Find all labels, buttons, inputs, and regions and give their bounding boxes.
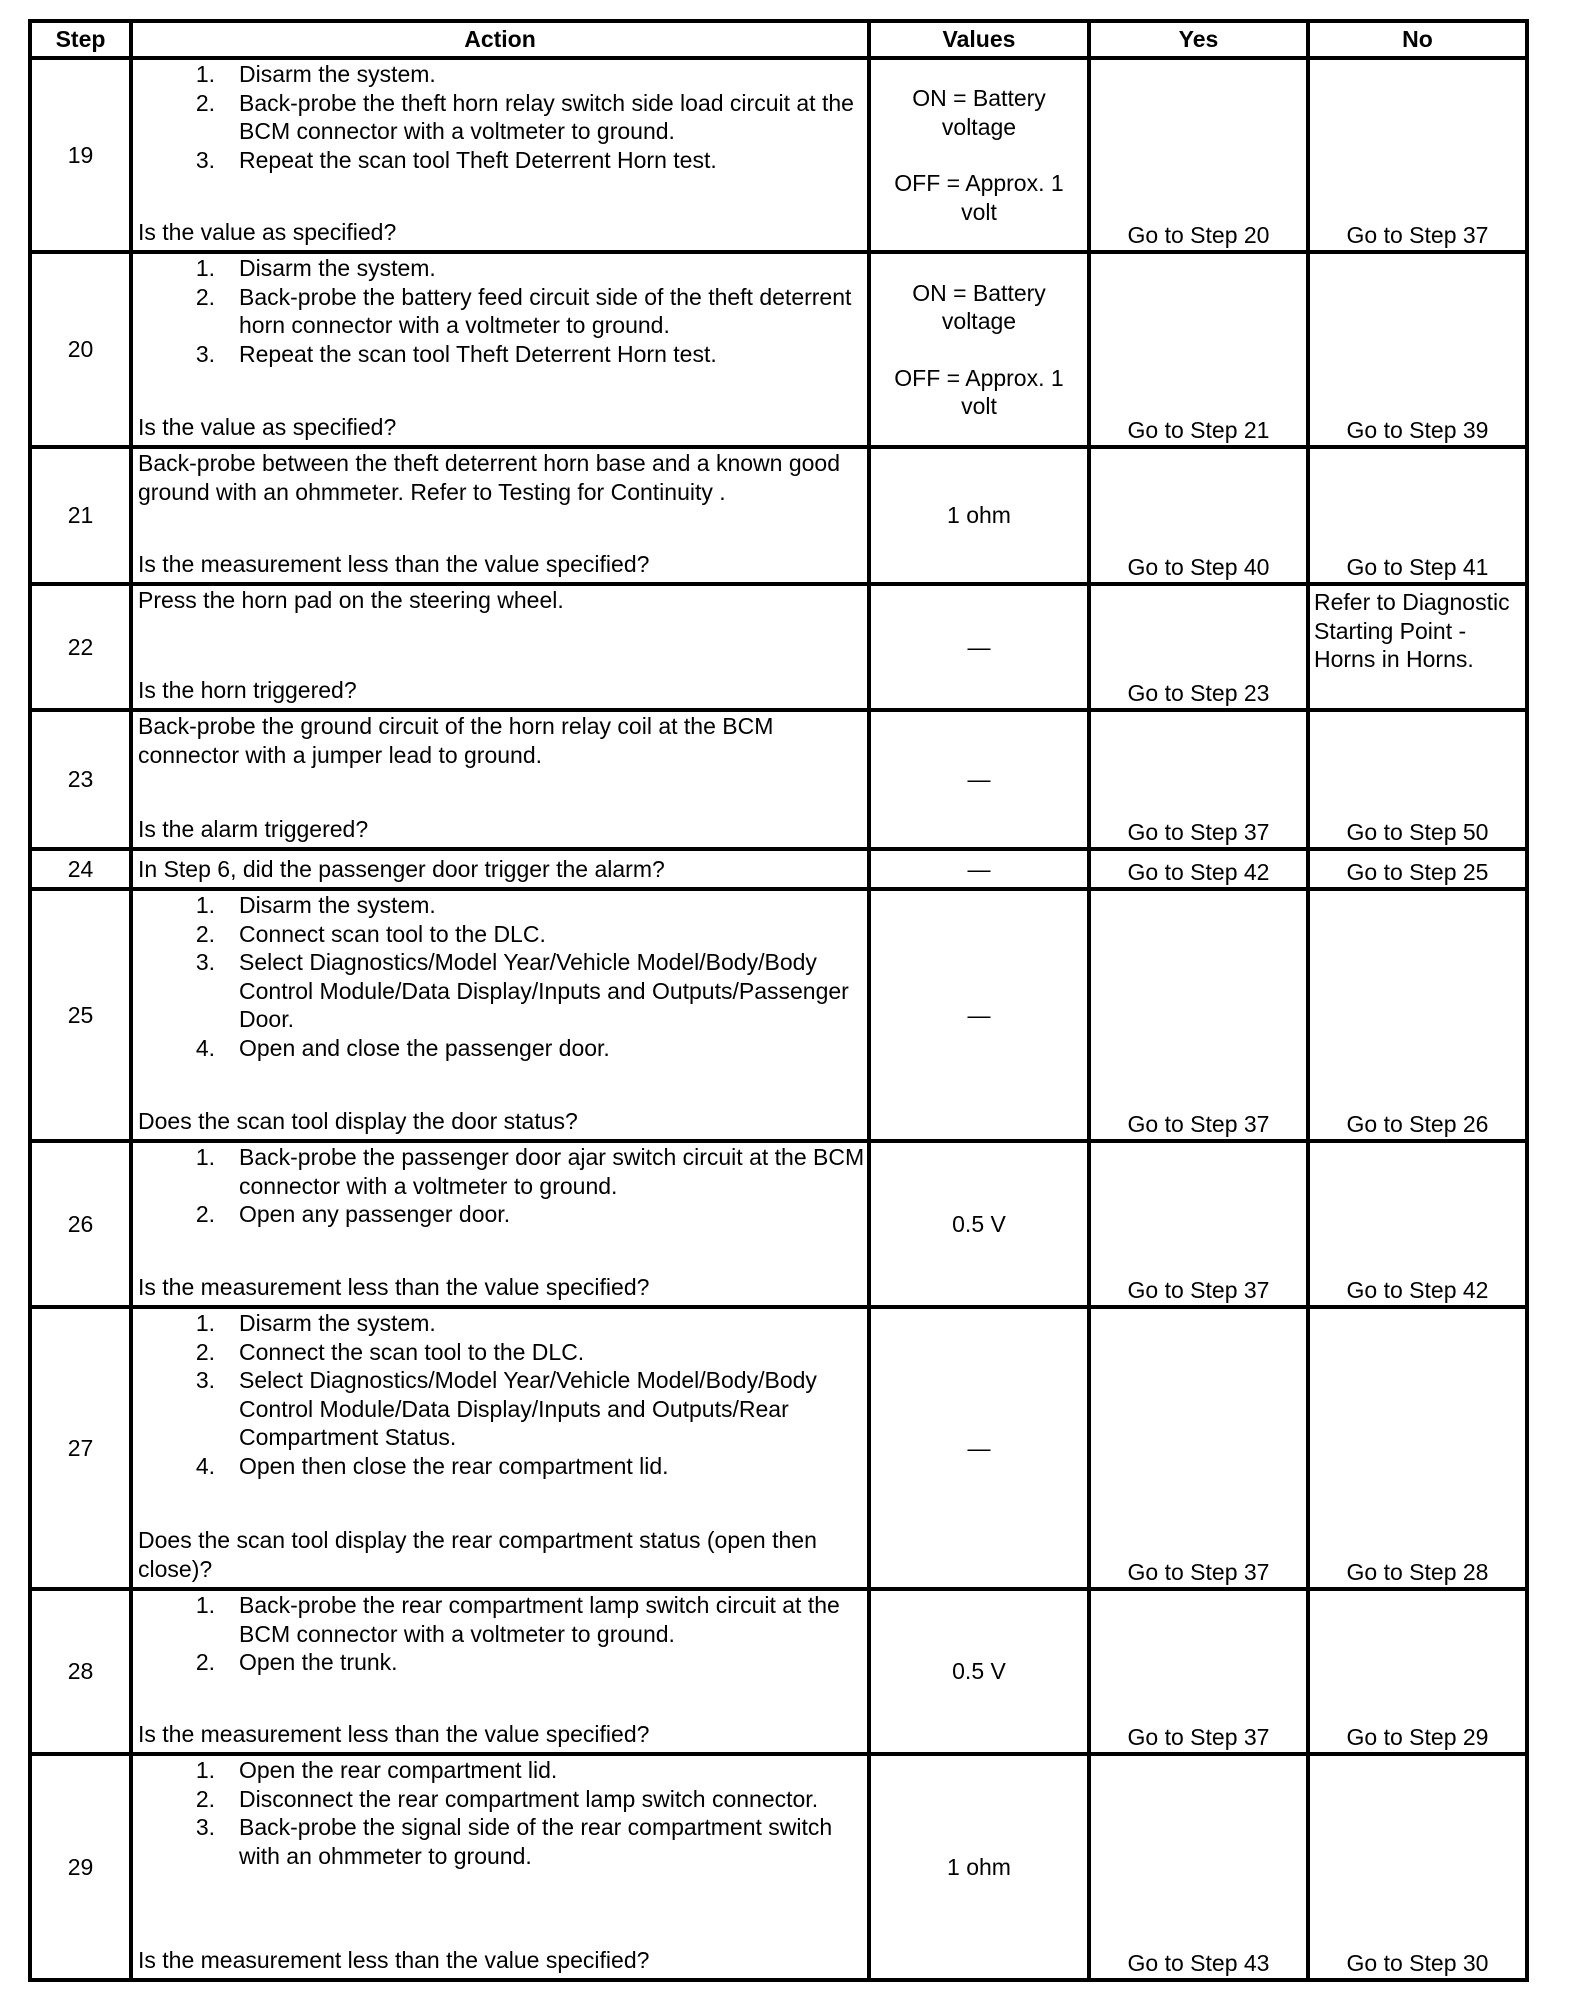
value-text: 0.5 V: [952, 1210, 1006, 1237]
action-content: [138, 1143, 865, 1301]
step-number: 24: [30, 849, 131, 889]
action-step-list: [138, 1309, 865, 1480]
yes-cell: Go to Step 20: [1089, 58, 1308, 252]
table-row: [30, 1589, 1527, 1754]
action-step-text: Back-probe the passenger door ajar switch circuit at the BCM connector with a voltmeter to ground.: [239, 1144, 865, 1199]
table-row: [30, 710, 1527, 849]
step-number: 21: [30, 447, 131, 584]
action-instructions: [138, 1756, 865, 1870]
yes-cell: Go to Step 37: [1089, 710, 1308, 849]
action-instructions: [138, 712, 865, 769]
diagnostic-table: [28, 19, 1529, 1982]
action-cell: [131, 889, 869, 1141]
action-instructions: [138, 1143, 865, 1229]
values-cell: [869, 1141, 1089, 1307]
action-step-item: [138, 1366, 865, 1452]
action-instructions: [138, 1591, 865, 1677]
values-cell: [869, 710, 1089, 849]
action-question: Does the scan tool display the door status?: [138, 1107, 578, 1134]
action-step-item: [138, 1309, 865, 1338]
action-step-number: 4.: [195, 1452, 215, 1479]
action-cell: [131, 252, 869, 447]
step-number: 26: [30, 1141, 131, 1307]
action-step-text: Open and close the passenger door.: [239, 1034, 610, 1061]
action-step-text: Open then close the rear compartment lid.: [239, 1452, 669, 1479]
action-step-number: 1.: [195, 255, 215, 281]
action-step-number: 3.: [195, 1814, 215, 1840]
table-row: [30, 1307, 1527, 1589]
values-cell: [869, 889, 1089, 1141]
action-cell: [131, 58, 869, 252]
yes-cell: Go to Step 23: [1089, 584, 1308, 710]
action-step-text: Open any passenger door.: [239, 1201, 511, 1227]
action-content: [138, 891, 865, 1135]
action-cell: [131, 1141, 869, 1307]
yes-cell: Go to Step 37: [1089, 1589, 1308, 1754]
action-step-item: [138, 1785, 865, 1814]
step-number: 25: [30, 889, 131, 1141]
action-intro: Back-probe the ground circuit of the horn relay coil at the BCM connector with a jumper lead to ground.: [138, 713, 774, 768]
value-text: 0.5 V: [952, 1658, 1006, 1685]
action-step-list: [138, 60, 865, 174]
yes-cell: Go to Step 21: [1089, 252, 1308, 447]
action-step-number: 1.: [195, 1757, 215, 1783]
action-step-list: [138, 891, 865, 1062]
yes-cell: Go to Step 40: [1089, 447, 1308, 584]
values-cell: [869, 1589, 1089, 1754]
action-step-list: [138, 1756, 865, 1870]
step-number: 19: [30, 58, 131, 252]
action-step-number: 3.: [195, 1367, 215, 1393]
action-step-item: [138, 1034, 865, 1063]
header-row: [30, 21, 1527, 58]
action-step-text: Disconnect the rear compartment lamp switch connector.: [239, 1785, 819, 1812]
values-spacer: [877, 336, 1081, 364]
no-cell: Go to Step 26: [1308, 889, 1527, 1141]
action-step-text: Connect the scan tool to the DLC.: [239, 1338, 585, 1365]
no-cell: Go to Step 28: [1308, 1307, 1527, 1589]
action-content: [138, 60, 865, 246]
action-step-number: 4.: [195, 1034, 215, 1061]
action-step-item: [138, 1648, 865, 1677]
action-step-item: [138, 891, 865, 920]
action-content: [138, 1309, 865, 1583]
action-step-item: [138, 1200, 865, 1229]
action-question: Is the horn triggered?: [138, 676, 357, 703]
values-cell: [869, 58, 1089, 252]
step-number: 28: [30, 1589, 131, 1754]
table-row: [30, 252, 1527, 447]
action-step-item: [138, 254, 865, 283]
no-cell: Go to Step 39: [1308, 252, 1527, 447]
yes-cell: Go to Step 37: [1089, 1307, 1308, 1589]
action-instructions: [138, 449, 865, 506]
no-cell: Go to Step 50: [1308, 710, 1527, 849]
action-step-text: Back-probe the signal side of the rear compartment switch with an ohmmeter to ground.: [239, 1814, 833, 1869]
action-content: [138, 449, 865, 578]
action-step-text: Select Diagnostics/Model Year/Vehicle Model/Body/Body Control Module/Data Display/Inputs and Outputs/Rear Compartment Status.: [239, 1367, 817, 1450]
action-question: Does the scan tool display the rear compartment status (open then close)?: [138, 1527, 817, 1582]
action-step-text: Select Diagnostics/Model Year/Vehicle Model/Body/Body Control Module/Data Display/Inputs and Outputs/Passenger Door.: [239, 949, 849, 1032]
values-cell: [869, 1307, 1089, 1589]
action-step-item: [138, 1813, 865, 1870]
value-text: ON = Battery voltage: [912, 85, 1046, 140]
action-question: Is the value as specified?: [138, 413, 397, 440]
action-step-text: Open the rear compartment lid.: [239, 1757, 558, 1783]
action-cell: [131, 584, 869, 710]
action-question: In Step 6, did the passenger door trigger the alarm?: [138, 855, 665, 882]
action-instructions: [138, 254, 865, 368]
action-step-number: 1.: [195, 1144, 215, 1170]
action-step-text: Open the trunk.: [239, 1649, 398, 1675]
no-cell: Refer to Diagnostic Starting Point - Horns in Horns.: [1308, 584, 1527, 710]
step-number: 23: [30, 710, 131, 849]
no-cell: Go to Step 30: [1308, 1754, 1527, 1980]
action-question: Is the measurement less than the value specified?: [138, 550, 650, 577]
action-step-number: 1.: [195, 892, 215, 918]
value-text: —: [967, 766, 991, 793]
table-row: [30, 849, 1527, 889]
header-step: Step: [30, 21, 131, 58]
action-step-text: Disarm the system.: [239, 892, 436, 918]
action-step-list: [138, 1143, 865, 1229]
action-step-item: [138, 1756, 865, 1785]
value-text: 1 ohm: [947, 502, 1011, 529]
action-step-item: [138, 1143, 865, 1200]
values-cell: [869, 1754, 1089, 1980]
action-question: Is the measurement less than the value specified?: [138, 1946, 650, 1973]
values-cell: [869, 447, 1089, 584]
action-step-number: 2.: [195, 89, 215, 116]
no-cell: Go to Step 41: [1308, 447, 1527, 584]
action-step-text: Disarm the system.: [239, 61, 436, 87]
value-text: OFF = Approx. 1 volt: [894, 170, 1064, 225]
value-text: —: [967, 1001, 991, 1028]
yes-cell: Go to Step 42: [1089, 849, 1308, 889]
action-content: [138, 712, 865, 843]
yes-cell: Go to Step 43: [1089, 1754, 1308, 1980]
value-text: —: [967, 1434, 991, 1461]
header-action: Action: [131, 21, 869, 58]
action-step-item: [138, 283, 865, 340]
values-cell: [869, 584, 1089, 710]
no-cell: Go to Step 42: [1308, 1141, 1527, 1307]
table-row: [30, 1754, 1527, 1980]
action-step-number: 2.: [195, 1785, 215, 1812]
action-step-item: [138, 1452, 865, 1481]
action-step-list: [138, 254, 865, 368]
table-row: [30, 1141, 1527, 1307]
action-step-item: [138, 1338, 865, 1367]
action-instructions: [138, 1309, 865, 1480]
action-step-text: Disarm the system.: [239, 1310, 436, 1336]
action-content: [138, 1756, 865, 1974]
action-step-item: [138, 146, 865, 175]
table-body: [30, 58, 1527, 1980]
table-row: [30, 584, 1527, 710]
action-question: Is the measurement less than the value specified?: [138, 1273, 650, 1300]
action-step-text: Back-probe the battery feed circuit side of the theft deterrent horn connector with a voltmeter to ground.: [239, 283, 852, 338]
action-step-number: 1.: [195, 1592, 215, 1618]
action-step-item: [138, 340, 865, 369]
no-cell: Go to Step 25: [1308, 849, 1527, 889]
action-step-text: Repeat the scan tool Theft Deterrent Horn test.: [239, 340, 717, 367]
action-step-number: 2.: [195, 920, 215, 947]
action-cell: [131, 849, 869, 889]
step-number: 20: [30, 252, 131, 447]
table-row: [30, 447, 1527, 584]
action-cell: [131, 1307, 869, 1589]
action-instructions: [138, 891, 865, 1062]
yes-cell: Go to Step 37: [1089, 1141, 1308, 1307]
action-step-number: 3.: [195, 146, 215, 173]
action-step-text: Back-probe the theft horn relay switch side load circuit at the BCM connector with a voltmeter to ground.: [239, 89, 854, 144]
action-content: [138, 254, 865, 441]
values-cell: [869, 849, 1089, 889]
action-step-number: 2.: [195, 1201, 215, 1227]
action-step-text: Disarm the system.: [239, 255, 436, 281]
action-step-item: [138, 920, 865, 949]
action-step-number: 2.: [195, 1649, 215, 1675]
header-no: No: [1308, 21, 1527, 58]
value-text: ON = Battery voltage: [912, 279, 1046, 334]
table-row: [30, 58, 1527, 252]
header-yes: Yes: [1089, 21, 1308, 58]
action-intro: Back-probe between the theft deterrent horn base and a known good ground with an ohmmeter. Refer to Testing for Continuity .: [138, 450, 840, 505]
action-step-item: [138, 60, 865, 89]
action-cell: [131, 447, 869, 584]
table-row: [30, 889, 1527, 1141]
action-step-text: Repeat the scan tool Theft Deterrent Horn test.: [239, 146, 717, 173]
action-question: Is the alarm triggered?: [138, 815, 369, 842]
action-intro: Press the horn pad on the steering wheel.: [138, 587, 564, 613]
action-step-item: [138, 89, 865, 146]
action-instructions: [138, 586, 865, 615]
values-cell: [869, 252, 1089, 447]
action-content: [138, 851, 865, 883]
action-question: Is the measurement less than the value specified?: [138, 1720, 650, 1747]
action-step-text: Connect scan tool to the DLC.: [239, 920, 546, 947]
action-step-number: 1.: [195, 61, 215, 87]
action-step-number: 2.: [195, 1338, 215, 1365]
header-values: Values: [869, 21, 1089, 58]
action-step-number: 2.: [195, 283, 215, 310]
action-step-number: 3.: [195, 949, 215, 975]
value-text: OFF = Approx. 1 volt: [894, 364, 1064, 419]
no-cell: Go to Step 29: [1308, 1589, 1527, 1754]
action-content: [138, 1591, 865, 1748]
action-instructions: [138, 60, 865, 174]
action-step-list: [138, 1591, 865, 1677]
value-text: 1 ohm: [947, 1853, 1011, 1880]
action-step-number: 3.: [195, 340, 215, 367]
action-step-item: [138, 948, 865, 1034]
action-cell: [131, 1589, 869, 1754]
value-text: —: [967, 855, 991, 882]
step-number: 22: [30, 584, 131, 710]
step-number: 27: [30, 1307, 131, 1589]
action-step-text: Back-probe the rear compartment lamp switch circuit at the BCM connector with a voltmeter to ground.: [239, 1592, 840, 1647]
action-step-item: [138, 1591, 865, 1648]
yes-cell: Go to Step 37: [1089, 889, 1308, 1141]
values-spacer: [877, 141, 1081, 169]
value-text: —: [967, 633, 991, 660]
action-cell: [131, 710, 869, 849]
action-step-number: 1.: [195, 1310, 215, 1336]
step-number: 29: [30, 1754, 131, 1980]
action-content: [138, 586, 865, 704]
no-cell: Go to Step 37: [1308, 58, 1527, 252]
action-question: Is the value as specified?: [138, 218, 397, 245]
action-cell: [131, 1754, 869, 1980]
